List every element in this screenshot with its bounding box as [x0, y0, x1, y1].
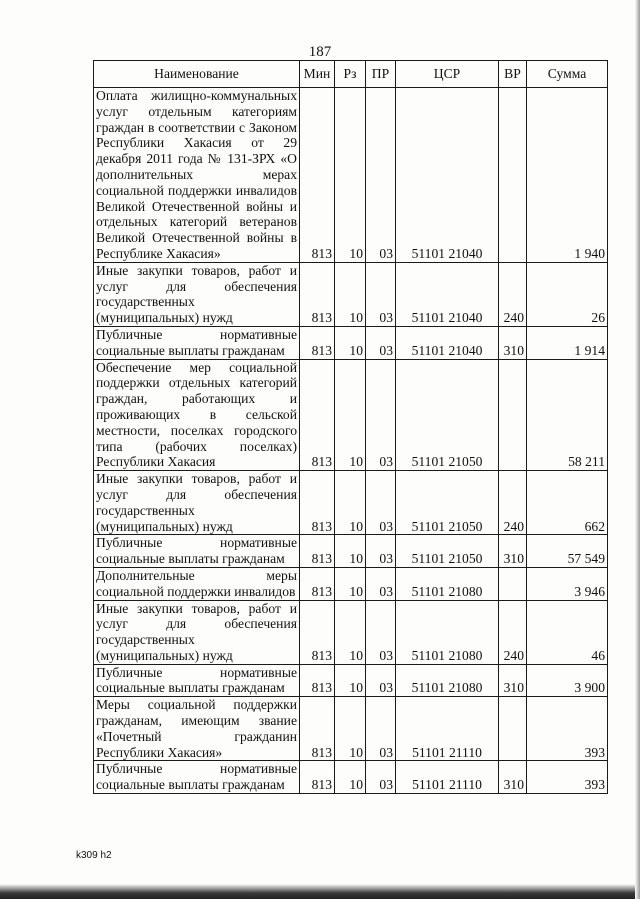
row-name: Иные закупки товаров, работ и услуг для обеспечения государственных (муниципальных) нужд	[94, 600, 300, 664]
row-pr: 03	[366, 567, 396, 600]
row-min: 813	[300, 567, 335, 600]
row-rz: 10	[335, 535, 366, 568]
table-row	[94, 262, 608, 326]
table-row	[94, 761, 608, 794]
row-rz: 10	[335, 600, 366, 664]
row-rz: 10	[335, 761, 366, 794]
row-sum: 57 549	[527, 535, 608, 568]
row-vr	[499, 88, 527, 263]
row-pr: 03	[366, 600, 396, 664]
row-name: Публичные нормативные социальные выплаты гражданам	[94, 326, 300, 359]
row-pr: 03	[366, 535, 396, 568]
row-pr: 03	[366, 359, 396, 471]
row-min: 813	[300, 262, 335, 326]
row-csr: 51101 21050	[396, 535, 499, 568]
row-csr: 51101 21080	[396, 567, 499, 600]
table-row	[94, 600, 608, 664]
row-sum: 3 900	[527, 664, 608, 697]
row-csr: 51101 21050	[396, 359, 499, 471]
row-pr: 03	[366, 697, 396, 761]
row-rz: 10	[335, 664, 366, 697]
row-vr: 240	[499, 600, 527, 664]
col-header-min: Мин	[300, 61, 335, 88]
footer-code: k309 h2	[76, 850, 112, 861]
row-min: 813	[300, 535, 335, 568]
table-row	[94, 326, 608, 359]
row-name: Иные закупки товаров, работ и услуг для обеспечения государственных (муниципальных) нужд	[94, 471, 300, 535]
row-sum: 46	[527, 600, 608, 664]
row-name: Оплата жилищно-коммунальных услуг отдельным категориям граждан в соответствии с Законом Республики Хакасия от 29 декабря 2011 года № 131-ЗРХ «О дополнительных мерах социальной поддержки инвалидов Великой Отечественной войны и отдельных категорий ветеранов Великой Отечественной войны в Республике Хакасия»	[94, 88, 300, 263]
row-name: Обеспечение мер социальной поддержки отдельных категорий граждан, работающих и проживающих в сельской местности, поселках городского типа (рабочих поселках) Республики Хакасия	[94, 359, 300, 471]
row-rz: 10	[335, 88, 366, 263]
row-rz: 10	[335, 326, 366, 359]
row-sum: 393	[527, 697, 608, 761]
table-row	[94, 535, 608, 568]
row-vr: 310	[499, 761, 527, 794]
row-pr: 03	[366, 664, 396, 697]
row-csr: 51101 21080	[396, 600, 499, 664]
row-sum: 1 914	[527, 326, 608, 359]
row-name: Публичные нормативные социальные выплаты гражданам	[94, 664, 300, 697]
row-pr: 03	[366, 88, 396, 263]
row-sum: 26	[527, 262, 608, 326]
row-vr	[499, 359, 527, 471]
col-header-vr: ВР	[499, 61, 527, 88]
row-name: Публичные нормативные социальные выплаты гражданам	[94, 761, 300, 794]
row-csr: 51101 21110	[396, 697, 499, 761]
table-row	[94, 88, 608, 263]
row-vr: 310	[499, 664, 527, 697]
row-pr: 03	[366, 761, 396, 794]
row-vr: 310	[499, 326, 527, 359]
row-min: 813	[300, 471, 335, 535]
page-number: 187	[308, 44, 332, 60]
row-csr: 51101 21080	[396, 664, 499, 697]
col-header-rz: Рз	[335, 61, 366, 88]
row-min: 813	[300, 761, 335, 794]
table-row	[94, 697, 608, 761]
col-header-pr: ПР	[366, 61, 396, 88]
row-name: Дополнительные меры социальной поддержки инвалидов	[94, 567, 300, 600]
row-name: Публичные нормативные социальные выплаты гражданам	[94, 535, 300, 568]
row-vr	[499, 697, 527, 761]
row-min: 813	[300, 664, 335, 697]
table-row	[94, 471, 608, 535]
row-name: Иные закупки товаров, работ и услуг для обеспечения государственных (муниципальных) нужд	[94, 262, 300, 326]
row-sum: 393	[527, 761, 608, 794]
row-csr: 51101 21050	[396, 471, 499, 535]
row-min: 813	[300, 326, 335, 359]
row-rz: 10	[335, 262, 366, 326]
row-min: 813	[300, 359, 335, 471]
row-csr: 51101 21040	[396, 326, 499, 359]
row-sum: 662	[527, 471, 608, 535]
row-csr: 51101 21040	[396, 88, 499, 263]
row-rz: 10	[335, 567, 366, 600]
row-sum: 1 940	[527, 88, 608, 263]
row-sum: 3 946	[527, 567, 608, 600]
budget-table	[93, 60, 608, 794]
row-pr: 03	[366, 326, 396, 359]
col-header-sum: Сумма	[527, 61, 608, 88]
row-min: 813	[300, 600, 335, 664]
row-rz: 10	[335, 471, 366, 535]
row-vr: 240	[499, 471, 527, 535]
row-pr: 03	[366, 471, 396, 535]
table-header-row	[94, 61, 608, 88]
row-rz: 10	[335, 697, 366, 761]
row-csr: 51101 21110	[396, 761, 499, 794]
row-vr: 310	[499, 535, 527, 568]
row-sum: 58 211	[527, 359, 608, 471]
row-vr: 240	[499, 262, 527, 326]
scan-edge-bottom	[0, 884, 640, 899]
row-pr: 03	[366, 262, 396, 326]
row-rz: 10	[335, 359, 366, 471]
row-csr: 51101 21040	[396, 262, 499, 326]
row-vr	[499, 567, 527, 600]
table-row	[94, 567, 608, 600]
col-header-name: Наименование	[94, 61, 300, 88]
table-row	[94, 664, 608, 697]
row-name: Меры социальной поддержки гражданам, имеющим звание «Почетный гражданин Республики Хакасия»	[94, 697, 300, 761]
row-min: 813	[300, 697, 335, 761]
table-row	[94, 359, 608, 471]
col-header-csr: ЦСР	[396, 61, 499, 88]
row-min: 813	[300, 88, 335, 263]
scan-edge-right	[635, 0, 640, 899]
